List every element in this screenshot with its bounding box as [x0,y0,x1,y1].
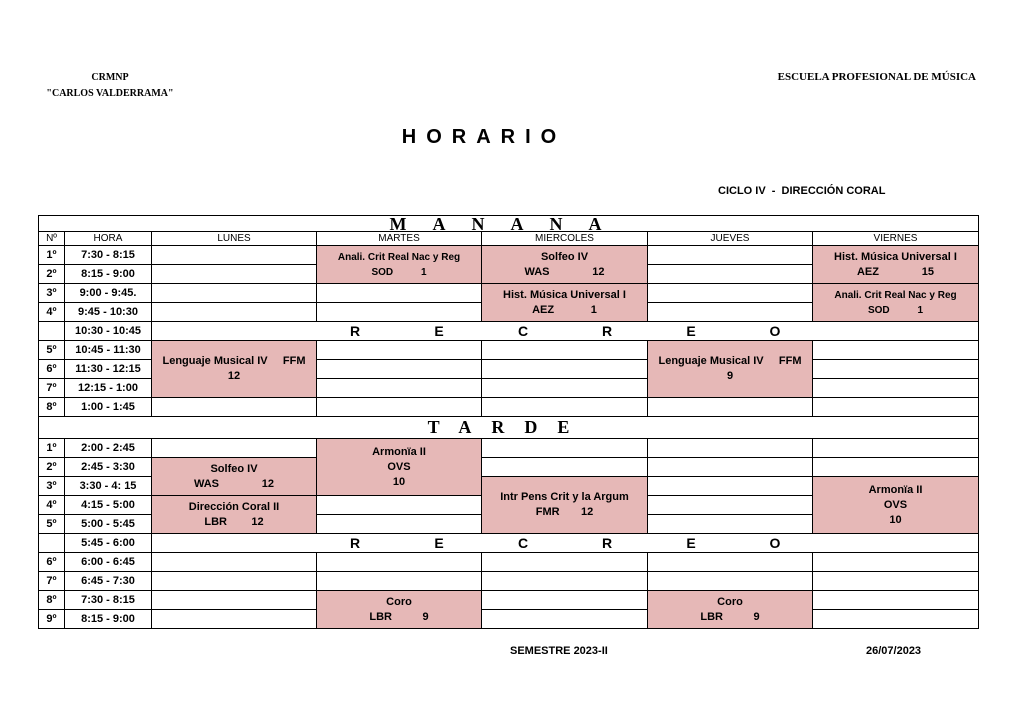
empty-cell [317,553,482,572]
empty-cell [482,458,648,477]
table-row [39,458,979,477]
class-cell [813,477,979,534]
recess-label [152,322,979,341]
class-title: Lenguaje Musical IV FFM [658,355,802,367]
empty-cell [482,398,648,417]
col-miercoles: MIERCOLES [482,232,648,246]
table-row [39,398,979,417]
empty-cell [648,398,813,417]
class-teacher: OVS [883,498,908,511]
col-viernes: VIERNES [813,232,979,246]
class-title: Armonïa II [372,445,426,458]
row-number: 9º [39,610,65,629]
row-time: 8:15 - 9:00 [65,610,152,629]
empty-cell [482,379,648,398]
class-cell [813,246,979,284]
empty-cell [813,398,979,417]
empty-cell [813,360,979,379]
class-teacher: AEZ 15 [856,265,935,278]
empty-cell [152,572,317,591]
table-row [39,439,979,458]
class-title: Hist. Música Universal I [834,250,957,263]
empty-cell [317,572,482,591]
class-teacher: AEZ 1 [532,303,597,316]
empty-cell [317,515,482,534]
empty-cell [317,496,482,515]
row-time: 5:45 - 6:00 [65,534,152,553]
recess-letter: E [686,535,696,551]
table-row [39,246,979,265]
class-cell [317,246,482,284]
empty-cell [813,553,979,572]
empty-cell [648,572,813,591]
empty-cell [317,398,482,417]
row-number: 5º [39,341,65,360]
recess-letter: E [434,535,444,551]
row-time: 4:15 - 5:00 [65,496,152,515]
class-title: Solfeo IV [210,462,258,475]
recess-letter: C [517,323,529,339]
date-label: 26/07/2023 [866,645,922,657]
row-time: 11:30 - 12:15 [65,360,152,379]
class-title: Solfeo IV [540,250,589,263]
class-cell [482,284,648,322]
empty-cell [813,341,979,360]
recess-letter: E [686,323,696,339]
empty-cell [813,458,979,477]
empty-cell [648,553,813,572]
col-jueves: JUEVES [648,232,813,246]
row-number: 1º [39,246,65,265]
row-time: 10:30 - 10:45 [65,322,152,341]
empty-cell [648,458,813,477]
institution-name: "CARLOS VALDERRAMA" [46,88,174,99]
empty-cell [317,379,482,398]
empty-cell [317,284,482,303]
empty-cell [152,265,317,284]
section-manana: MANANA [39,216,979,232]
row-time: 12:15 - 1:00 [65,379,152,398]
class-title: Coro [717,595,743,608]
class-teacher: LBR 12 [204,515,264,528]
recess-letter: R [601,535,613,551]
empty-cell [152,610,317,629]
row-number: 4º [39,496,65,515]
empty-cell [482,591,648,610]
table-row [39,553,979,572]
empty-cell [813,591,979,610]
column-header-row [39,232,979,246]
table-row [39,284,979,303]
class-teacher: FMR 12 [535,506,594,518]
row-time: 6:45 - 7:30 [65,572,152,591]
recess-label [152,534,979,553]
cycle-label: CICLO IV - DIRECCIÓN CORAL [718,185,886,197]
empty-cell [648,303,813,322]
empty-cell [648,246,813,265]
empty-cell [152,398,317,417]
class-teacher: LBR 9 [700,610,760,623]
recess-row [39,534,979,553]
empty-cell [482,572,648,591]
empty-cell [813,379,979,398]
empty-cell [813,610,979,629]
empty-cell [482,610,648,629]
institution-acronym: CRMNP [91,72,129,83]
empty-cell [648,515,813,534]
class-teacher: WAS 12 [193,477,275,490]
class-title: Armonïa II [868,483,923,496]
row-number: 8º [39,591,65,610]
class-title: Hist. Música Universal I [503,288,626,301]
row-time: 9:00 - 9:45. [65,284,152,303]
col-lunes: LUNES [152,232,317,246]
table-row [39,591,979,610]
empty-cell [648,265,813,284]
empty-cell [648,439,813,458]
class-title: Anali. Crit Real Nac y Reg [337,251,461,263]
table-row [39,610,979,629]
recess-letter: R [349,323,361,339]
recess-letter: R [349,535,361,551]
class-credits: 10 [392,475,406,488]
class-title: Lenguaje Musical IV FFM [162,355,306,367]
recess-letter: C [517,535,529,551]
table-row [39,341,979,360]
semester-label: SEMESTRE 2023-II [510,645,608,657]
class-teacher: 9 [726,370,734,382]
row-number: 7º [39,379,65,398]
row-number: 3º [39,284,65,303]
empty-cell [152,284,317,303]
row-time: 1:00 - 1:45 [65,398,152,417]
row-time: 2:45 - 3:30 [65,458,152,477]
row-time: 8:15 - 9:00 [65,265,152,284]
empty-cell [648,477,813,496]
empty-cell [152,591,317,610]
row-number: 8º [39,398,65,417]
col-martes: MARTES [317,232,482,246]
empty-cell [482,439,648,458]
empty-cell [813,572,979,591]
recess-letter: E [434,323,444,339]
empty-cell [152,246,317,265]
empty-cell [152,303,317,322]
class-cell [648,591,813,629]
recess-row [39,322,979,341]
row-number: 4º [39,303,65,322]
class-teacher: SOD 1 [867,304,923,316]
row-number: 1º [39,439,65,458]
class-title: Anali. Crit Real Nac y Reg [834,289,957,301]
empty-cell [482,341,648,360]
empty-cell [648,284,813,303]
row-time: 2:00 - 2:45 [65,439,152,458]
empty-cell [317,341,482,360]
class-title: Dirección Coral II [188,500,280,513]
schedule-table [38,215,979,629]
section-tarde: TARDE [39,417,979,439]
row-number [39,322,65,341]
row-time: 10:45 - 11:30 [65,341,152,360]
class-cell [317,439,482,496]
table-row [39,572,979,591]
recess-letter: O [769,535,781,551]
class-cell [317,591,482,629]
row-time: 7:30 - 8:15 [65,591,152,610]
row-number: 6º [39,360,65,379]
empty-cell [482,553,648,572]
empty-cell [152,553,317,572]
class-teacher: LBR 9 [369,610,429,623]
empty-cell [152,439,317,458]
class-credits: 10 [889,513,902,526]
row-time: 9:45 - 10:30 [65,303,152,322]
recess-letter: O [769,323,781,339]
empty-cell [482,360,648,379]
class-title: Coro [386,595,412,608]
class-teacher: OVS [387,460,411,473]
row-number: 5º [39,515,65,534]
class-cell [813,284,979,322]
class-cell [152,496,317,534]
empty-cell [813,439,979,458]
class-cell [482,477,648,534]
class-teacher: SOD 1 [371,266,427,278]
row-time: 5:00 - 5:45 [65,515,152,534]
class-cell [152,458,317,496]
row-number: 2º [39,265,65,284]
row-time: 6:00 - 6:45 [65,553,152,572]
row-number: 2º [39,458,65,477]
class-cell [152,341,317,398]
school-name: ESCUELA PROFESIONAL DE MÚSICA [777,71,976,83]
row-number: 7º [39,572,65,591]
institution-block [20,70,200,102]
class-cell [482,246,648,284]
class-title: Intr Pens Crit y la Argum [500,491,629,503]
empty-cell [648,496,813,515]
page-title: HORARIO [401,126,567,148]
class-teacher: WAS 12 [524,265,605,278]
col-n: Nº [39,232,65,246]
row-number: 6º [39,553,65,572]
row-time: 7:30 - 8:15 [65,246,152,265]
class-cell [648,341,813,398]
row-time: 3:30 - 4: 15 [65,477,152,496]
col-hora: HORA [65,232,152,246]
empty-cell [317,360,482,379]
row-number [39,534,65,553]
recess-letter: R [601,323,613,339]
class-teacher: 12 [227,370,241,382]
row-number: 3º [39,477,65,496]
empty-cell [317,303,482,322]
